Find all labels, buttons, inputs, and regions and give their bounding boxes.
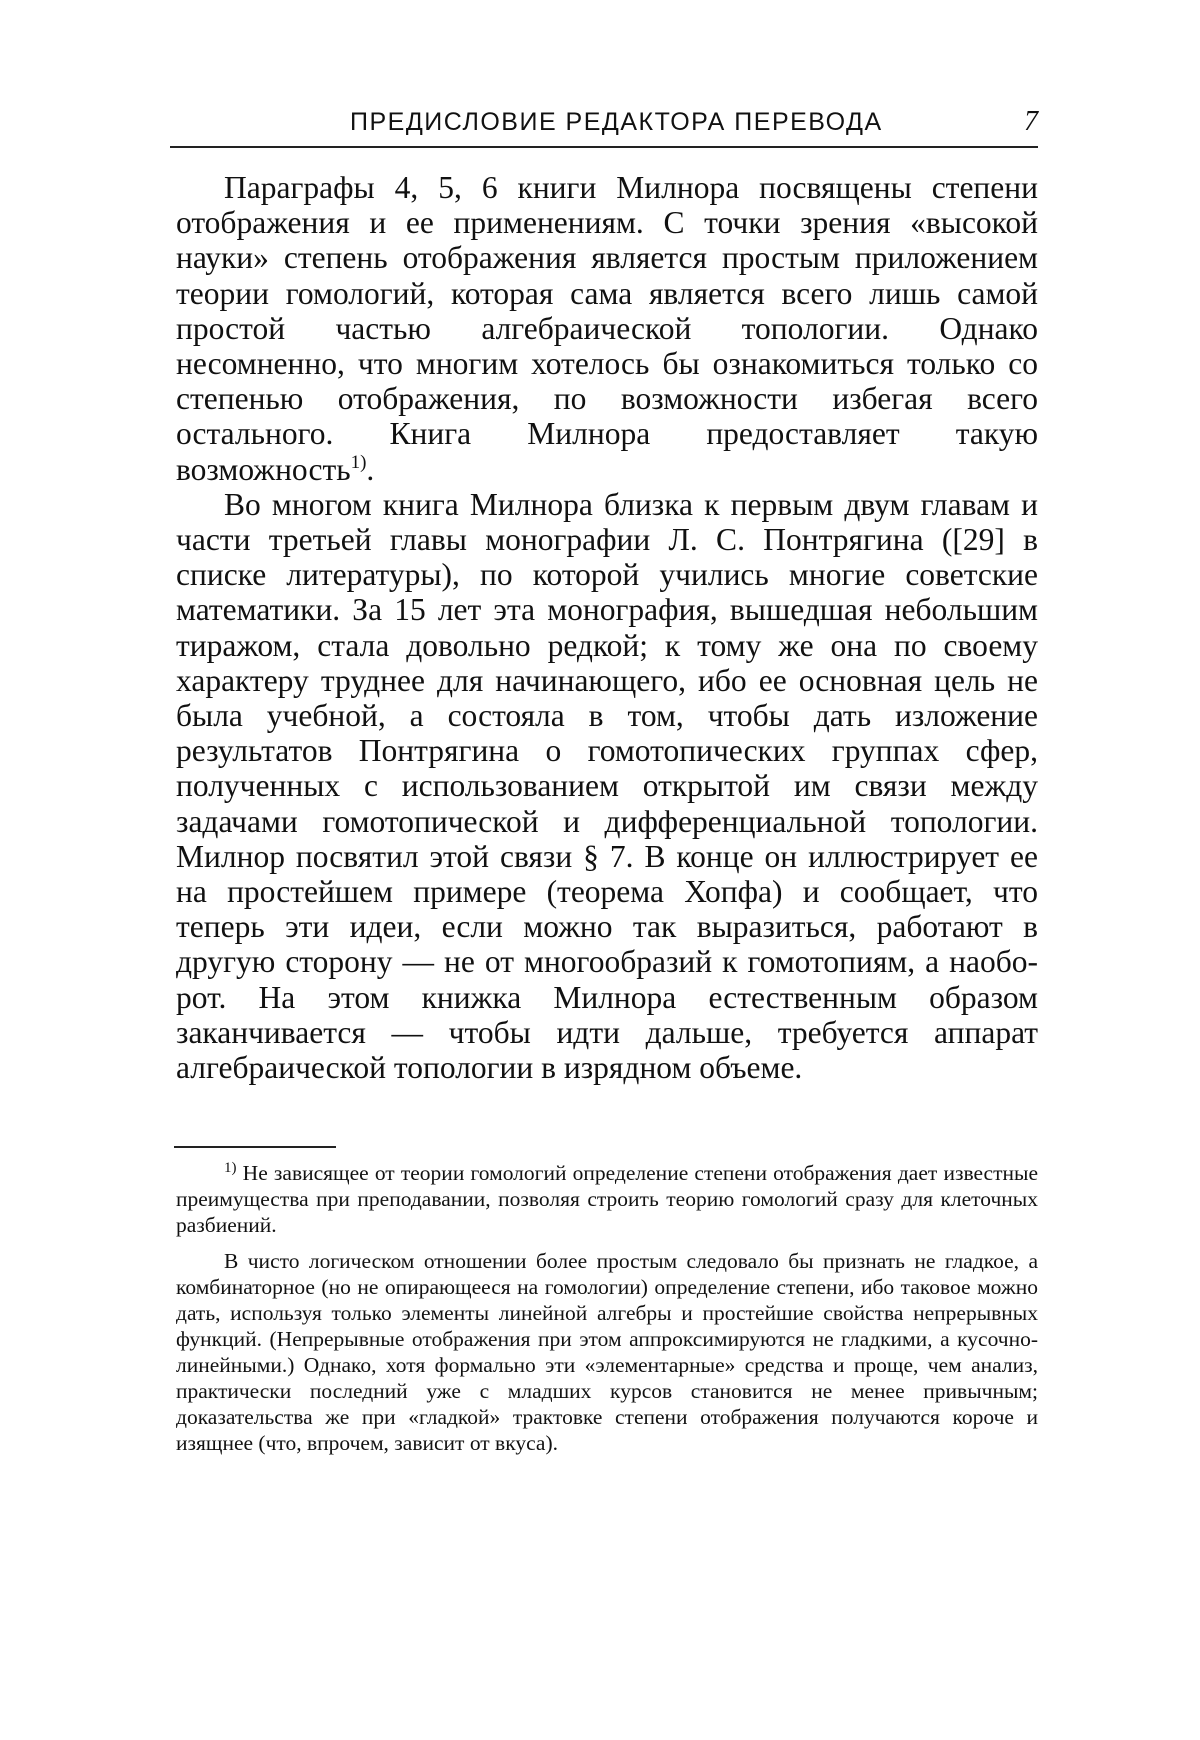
paragraph bbox=[176, 487, 1038, 1085]
header-rule bbox=[170, 146, 1038, 148]
footnote bbox=[176, 1160, 1038, 1238]
footnotes bbox=[176, 1160, 1038, 1456]
paragraph-1-text: Параграфы 4, 5, 6 книги Милнора посвящены степени отображения и ее применениям. С точки зрения «высокой науки» степень отображения является простым приложением теории гомологий, которая сама является всего лишь самой простой частью алгебраической топологии. Однако несомненно, что многим хотелось бы ознакомиться только со степенью отображения, по возможности избегая всего остального. Книга Милнора предоставляет такую возможность bbox=[176, 170, 1038, 487]
footnote-marker: 1) bbox=[224, 1160, 237, 1176]
main-text bbox=[176, 170, 1038, 1085]
footnote-reference: 1) bbox=[350, 451, 367, 473]
footnote bbox=[176, 1248, 1038, 1456]
footnote-rule bbox=[174, 1146, 336, 1148]
running-title: ПРЕДИСЛОВИЕ РЕДАКТОРА ПЕРЕВОДА bbox=[350, 108, 883, 136]
footnote-1-text: Не зависящее от теории гомологий определение степени отображения дает известные преимущества при преподавании, позволяя строить теорию гомологий сразу для клеточных разбиений. bbox=[176, 1161, 1038, 1237]
paragraph-2-text: Во многом книга Милнора близка к первым двум главам и части третьей главы монографии Л. С. Понтрягина ([29] в списке литературы), по которой учились многие советские математики. За 15 лет эта монография, вышедшая небольшим тиражом, стала довольно редкой; к тому же она по своему характеру труднее для начинающего, ибо ее основная цель не была учебной, а состояла в том, чтобы дать изложение результатов Понтрягина о гомотопических группах сфер, полученных с использованием открытой им связи между задачами гомотопической и дифференциальной топологии. Милнор посвятил этой связи § 7. В конце он иллюстрирует ее на простейшем примере (теорема Хопфа) и сообщает, что теперь эти идеи, если можно так выразиться, работают в другую сторону — не от многообразий к гомотопиям, а наоборот. На этом книжка Милнора естественным образом заканчивается — чтобы идти дальше, требуется аппарат алгебраической топологии в изрядном объеме. bbox=[176, 486, 1038, 1086]
paragraph-1-end: . bbox=[366, 451, 375, 487]
footnote-2-text: В чисто логическом отношении более простым следовало бы признать не гладкое, а комбинаторное (но не опирающееся на гомологии) определение степени, ибо таковое можно дать, используя только элементы линейной алгебры и простейшие свойства непрерывных функций. (Непрерывные отображения при этом аппроксимируются не гладкими, а кусочно-линейными.) Однако, хотя формально эти «элементарные» средства и проще, чем анализ, практически последний уже с младших курсов становится не менее привычным; доказательства же при «гладкой» трактовке степени отображения получаются короче и изящнее (что, впрочем, зависит от вкуса). bbox=[176, 1249, 1038, 1455]
paragraph bbox=[176, 170, 1038, 487]
running-head bbox=[178, 108, 1038, 144]
page-number: 7 bbox=[1024, 106, 1038, 137]
